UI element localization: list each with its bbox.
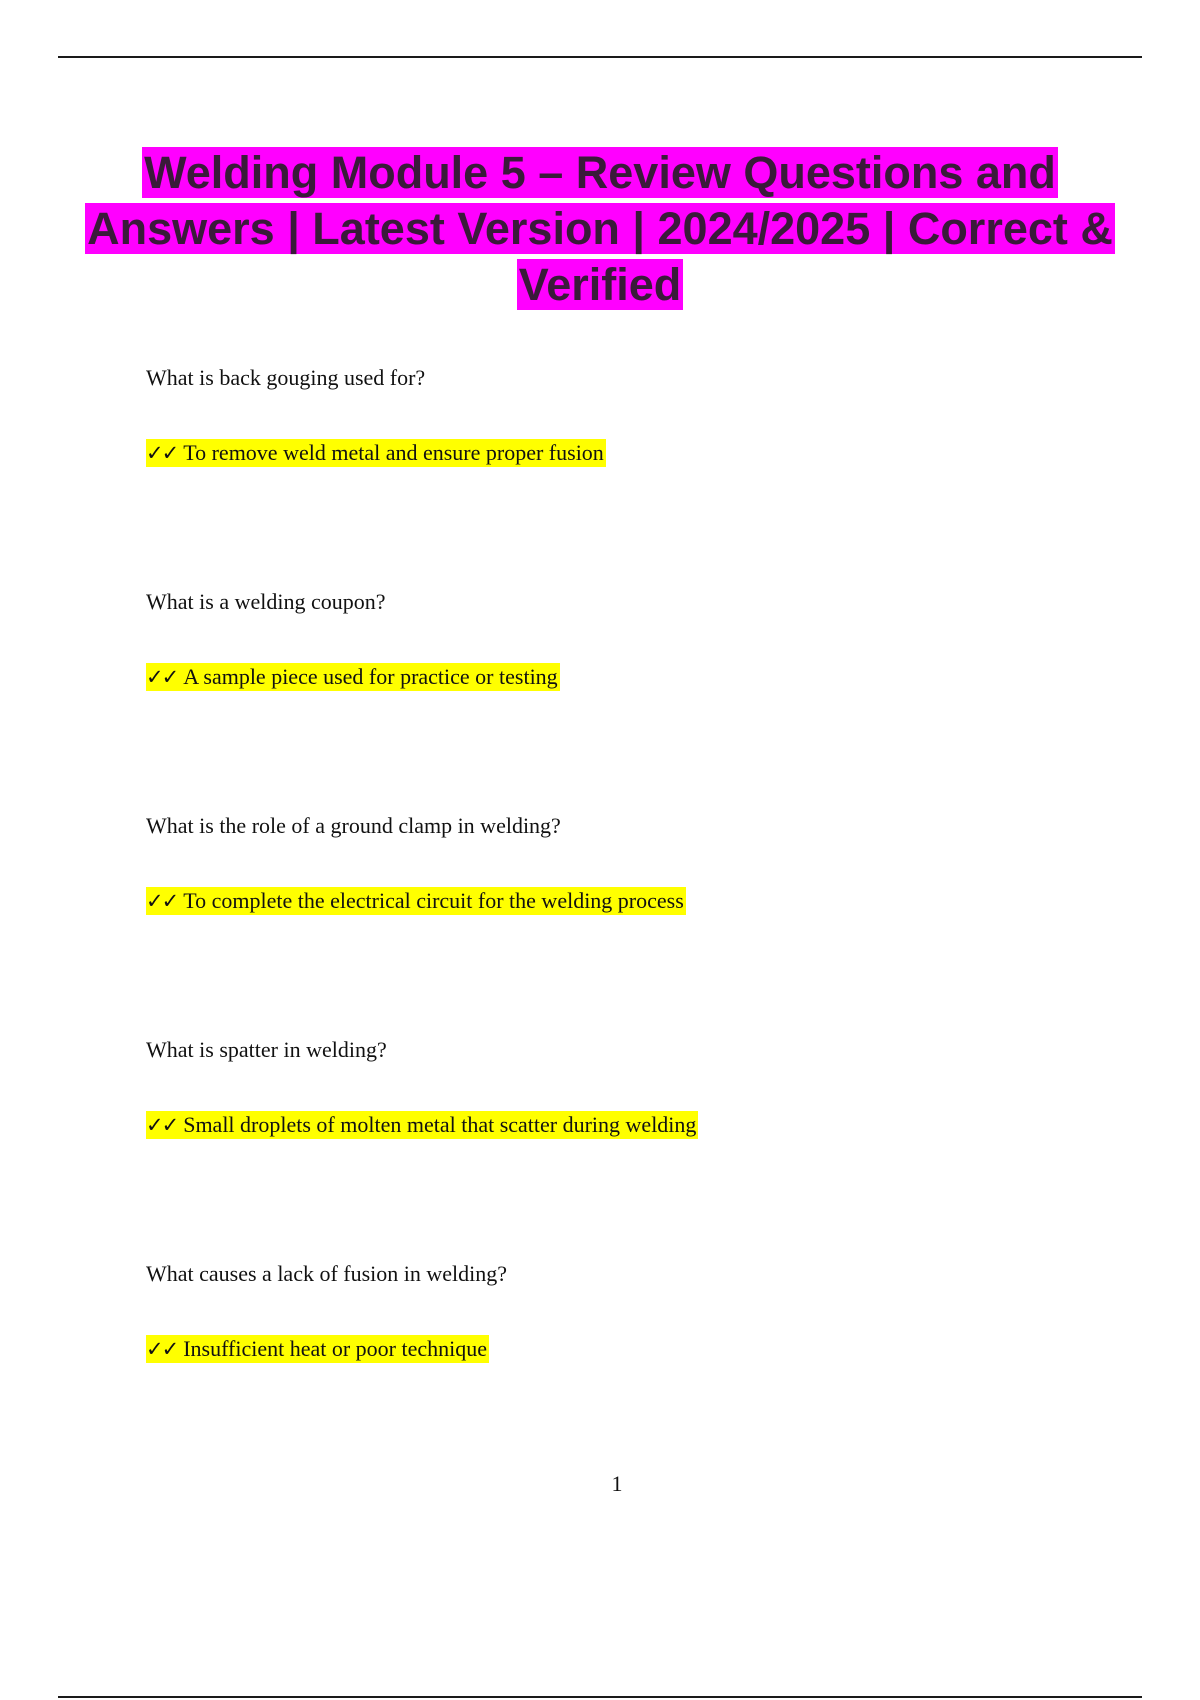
question-text: What is back gouging used for? (146, 365, 426, 390)
answer-text (146, 887, 686, 915)
document-title: Welding Module 5 – Review Questions and Answers | Latest Version | 2024/2025 | Correct & Verified (87, 147, 1113, 310)
question-text: What is the role of a ground clamp in welding? (146, 813, 561, 838)
double-check-icon: ✓✓ (146, 1337, 178, 1361)
answer-label: Insufficient heat or poor technique (183, 1336, 488, 1361)
qa-list (146, 364, 1146, 1484)
page-number: 1 (611, 1471, 623, 1496)
answer-text (146, 663, 560, 691)
qa-item (146, 812, 1146, 1036)
answer-text (146, 1335, 489, 1363)
question-text: What causes a lack of fusion in welding? (146, 1261, 508, 1286)
qa-item (146, 1036, 1146, 1260)
answer-label: To remove weld metal and ensure proper fusion (183, 440, 604, 465)
question-text: What is a welding coupon? (146, 589, 386, 614)
answer-label: A sample piece used for practice or testing (183, 664, 558, 689)
question-text: What is spatter in welding? (146, 1037, 387, 1062)
double-check-icon: ✓✓ (146, 665, 178, 689)
answer-text (146, 439, 606, 467)
answer-label: To complete the electrical circuit for the welding process (183, 888, 684, 913)
title-block (60, 145, 1140, 313)
answer-label: Small droplets of molten metal that scatter during welding (183, 1112, 697, 1137)
qa-item (146, 1260, 1146, 1484)
double-check-icon: ✓✓ (146, 889, 178, 913)
answer-text (146, 1111, 698, 1139)
double-check-icon: ✓✓ (146, 441, 178, 465)
qa-item (146, 364, 1146, 588)
header-rule (58, 56, 1142, 58)
double-check-icon: ✓✓ (146, 1113, 178, 1137)
qa-item (146, 588, 1146, 812)
footer-rule (58, 1696, 1142, 1698)
